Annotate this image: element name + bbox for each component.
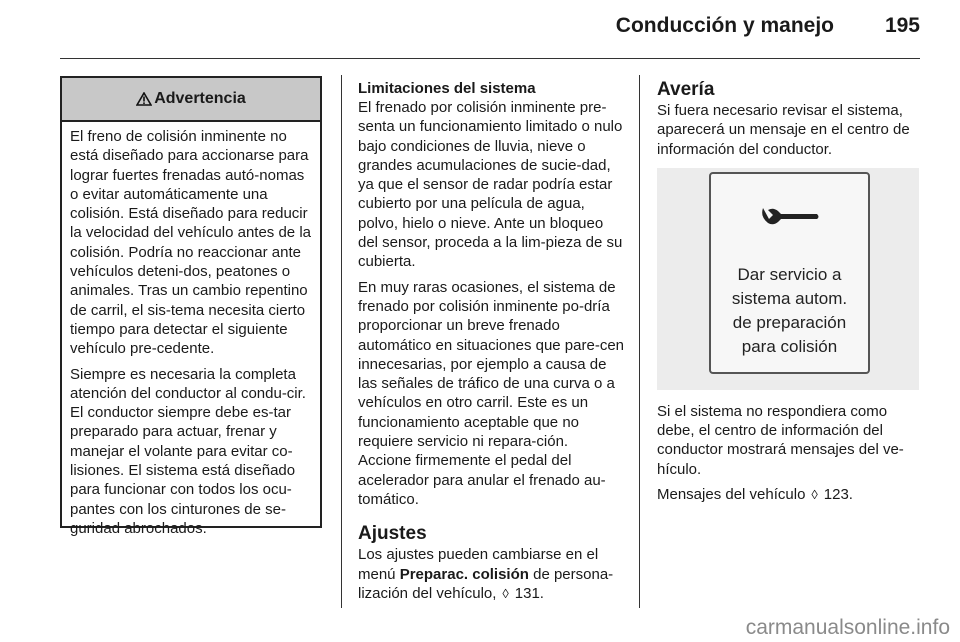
driver-display-illustration — [657, 168, 919, 390]
fault-intro: Si fuera necesario revisar el sistema, aparecerá un mensaje en el centro de información del conductor. — [657, 102, 910, 158]
page-ref-icon: ◊ — [502, 585, 509, 601]
column-divider-left — [341, 75, 342, 608]
header-rule — [60, 58, 920, 59]
warning-paragraph: El freno de colisión inminente no está diseñado para accionarse para lograr fuertes frenadas autó-nomas o evitar automáticamente una colisión. Está diseñado para reducir la velocidad del vehículo antes de la colisión. Podría no reaccionar ante vehículos deteni-dos, peatones o animales. Tras un cambio repentino de carril, el sis-tema necesita cierto tiempo para detectar el siguiente vehículo pre-cedente. — [70, 128, 311, 358]
page-number: 195 — [884, 14, 920, 37]
settings-heading: Ajustes — [358, 523, 427, 545]
warning-header — [62, 78, 320, 122]
settings-text: de persona-lización del vehículo, — [358, 565, 614, 602]
warning-title: Advertencia — [154, 90, 246, 107]
settings-paragraph — [358, 545, 624, 603]
middle-column — [358, 79, 624, 609]
watermark: carmanualsonline.info — [745, 616, 950, 639]
warning-triangle-icon — [136, 92, 152, 106]
ref-text: Mensajes del vehículo — [657, 486, 810, 504]
limitations-heading: Limitaciones del sistema — [358, 80, 536, 97]
display-line: de preparación — [732, 312, 847, 332]
warning-body — [62, 122, 320, 538]
display-line: Dar servicio a — [737, 264, 842, 284]
driver-info-display — [709, 172, 870, 374]
wrench-icon — [759, 204, 821, 230]
page-ref-link[interactable]: 123. — [823, 486, 853, 504]
vehicle-messages-ref — [657, 485, 923, 504]
warning-box — [60, 76, 322, 537]
menu-name: Preparac. colisión — [399, 565, 529, 583]
fault-heading: Avería — [657, 79, 715, 100]
display-message — [711, 263, 868, 359]
running-header-title: Conducción y manejo — [615, 14, 834, 37]
settings-text: Los ajustes pueden cambiarse en el menú — [358, 546, 599, 583]
right-column — [657, 79, 923, 510]
warning-paragraph: Siempre es necesaria la completa atención del conductor al condu-cir. El conductor siempre debe es-tar preparado para actuar, frenar y manejar el volante para evitar co-lisiones. El sistema está diseñado para funcionar con todos los ocu-pantes con los cinturones de se-guridad abrochados. — [70, 365, 306, 537]
display-line: sistema autom. — [731, 288, 848, 308]
column-divider-right — [639, 75, 640, 608]
limitations-paragraph: En muy raras ocasiones, el sistema de frenado por colisión inminente po-dría proporcionar un breve frenado automático en situaciones que pare-cen innecesarias, por ejemplo a causa de las señales de tráfico de una curva o a vehículos en otro carril. Este es un funcionamiento aceptable que no requiere servicio ni repara-ción. Accione firmemente el pedal del acelerador para anular el frenado au-tomático. — [358, 278, 625, 508]
limitations-paragraph: El frenado por colisión inminente pre-senta un funcionamiento limitado o nulo bajo condiciones de lluvia, nieve o grandes acumulaciones de sucie-dad, ya que el sensor de radar podría estar cubierto por una película de agua, polvo, hielo o nieve. Ante un bloqueo del sensor, proceda a la lim-pieza de su cubierta. — [358, 99, 623, 271]
page-ref-icon: ◊ — [811, 487, 818, 503]
display-line: para colisión — [741, 336, 838, 356]
fault-after: Si el sistema no respondiera como debe, el centro de información del conductor mostrará mensajes del ve-hículo. — [657, 402, 904, 478]
page-ref-link[interactable]: 131. — [514, 584, 544, 602]
